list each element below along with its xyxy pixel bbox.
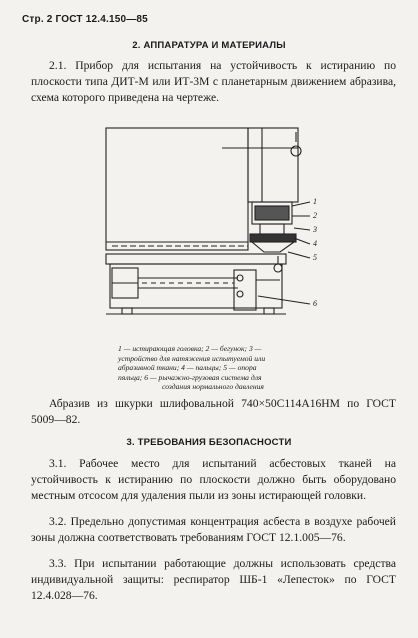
caption-line: создания нормального давления (162, 382, 264, 392)
caption-line: абразивной ткани; 4 — пальцы; 5 — опора (118, 363, 257, 373)
paragraph-3-2: 3.2. Предельно допустимая концентрация асбеста в воздухе рабочей зоны должна соответствовать требованиям ГОСТ 12.1.005—76. (31, 515, 396, 544)
running-head: Стр. 2 ГОСТ 12.4.150—85 (22, 14, 148, 25)
paragraph-2-1: 2.1. Прибор для испытания на устойчивость к истиранию по плоскости типа ДИТ-М или ИТ-3М с планетарным движением абразива, схема которого приведена на чертеже. (31, 59, 396, 104)
housing-body (106, 128, 248, 250)
figure-label: 4 (313, 239, 317, 248)
caption-line: устройство для натяжения испытуемой или (118, 353, 266, 363)
housing-column (248, 128, 298, 202)
section-heading-apparatus: 2. АППАРАТУРА И МАТЕРИАЛЫ (132, 40, 286, 51)
caption-line: пяльца; 6 — рычажно-грузовая система для (118, 372, 262, 382)
figure-caption (118, 344, 308, 392)
paragraph-abrasive: Абразив из шкурки шлифовальной 740×50С114А16НМ по ГОСТ 5009—82. (31, 397, 396, 426)
figure-label: 5 (313, 253, 317, 262)
figure-label: 2 (313, 211, 317, 220)
section-heading-safety: 3. ТРЕБОВАНИЯ БЕЗОПАСНОСТИ (126, 437, 292, 448)
figure-label: 1 (313, 197, 317, 206)
figure-label: 3 (313, 225, 317, 234)
caption-line: 1 — истирающая головка; 2 — бегунок; 3 — (118, 344, 262, 353)
paragraph-3-3: 3.3. При испытании работающие должны использовать средства индивидуальной защиты: респиратор ШБ-1 «Лепесток» по ГОСТ 12.4.028—76. (31, 557, 396, 602)
figure-label: 6 (313, 299, 317, 308)
apparatus-drawing (92, 120, 332, 340)
paragraph-3-1: 3.1. Рабочее место для испытаний асбестовых тканей на устойчивость к истиранию по плоскости должно быть оборудовано местным отсосом для удаления пыли из зоны истирающей головки. (31, 457, 396, 502)
